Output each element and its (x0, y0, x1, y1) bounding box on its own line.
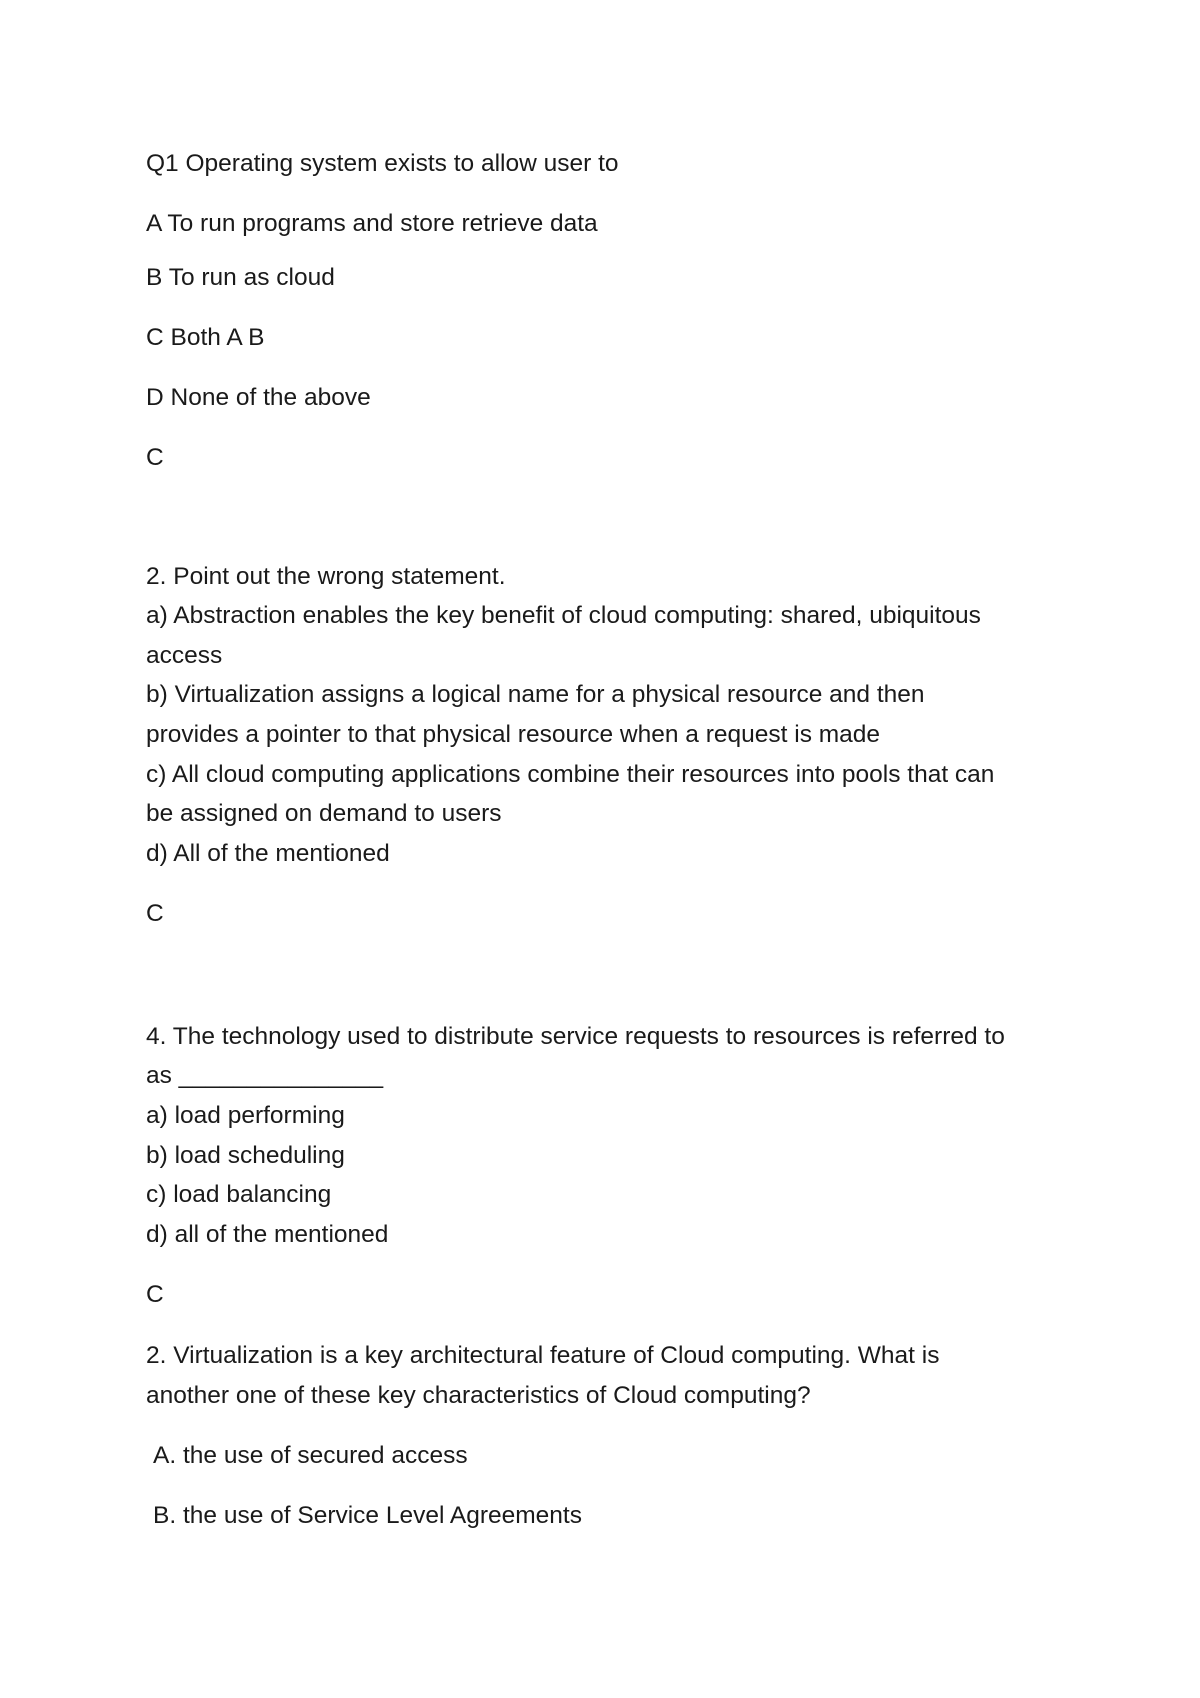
q1-option-c: C Both A B (146, 324, 265, 351)
q2-line: access (146, 642, 223, 669)
q1-option-a: A To run programs and store retrieve data (146, 210, 598, 237)
q2-line: b) Virtualization assigns a logical name for a physical resource and then (146, 681, 925, 708)
q4-question-line2: as _______________ (146, 1062, 384, 1089)
q2b-option-b: B. the use of Service Level Agreements (153, 1502, 582, 1529)
q1-option-b: B To run as cloud (146, 264, 335, 291)
q1-question: Q1 Operating system exists to allow user to (146, 150, 619, 177)
q2-question: 2. Point out the wrong statement. (146, 563, 506, 590)
q2-line: be assigned on demand to users (146, 800, 502, 827)
q4-option-b: b) load scheduling (146, 1142, 345, 1169)
q1-option-d: D None of the above (146, 384, 371, 411)
q4-option-d: d) all of the mentioned (146, 1221, 389, 1248)
q2-line: c) All cloud computing applications combine their resources into pools that can (146, 761, 995, 788)
q2-line: provides a pointer to that physical resource when a request is made (146, 721, 881, 748)
q1-answer: C (146, 444, 164, 471)
q4-option-c: c) load balancing (146, 1181, 332, 1208)
q2-line: d) All of the mentioned (146, 840, 390, 867)
q2b-question-line1: 2. Virtualization is a key architectural feature of Cloud computing. What is (146, 1342, 940, 1369)
q2b-option-a: A. the use of secured access (153, 1442, 468, 1469)
q2b-question-line2: another one of these key characteristics of Cloud computing? (146, 1382, 811, 1409)
q4-question-line1: 4. The technology used to distribute service requests to resources is referred to (146, 1023, 1005, 1050)
q4-answer: C (146, 1281, 164, 1308)
q4-option-a: a) load performing (146, 1102, 345, 1129)
q2-answer: C (146, 900, 164, 927)
q2-line: a) Abstraction enables the key benefit of cloud computing: shared, ubiquitous (146, 602, 981, 629)
document-page (146, 0, 1086, 1698)
